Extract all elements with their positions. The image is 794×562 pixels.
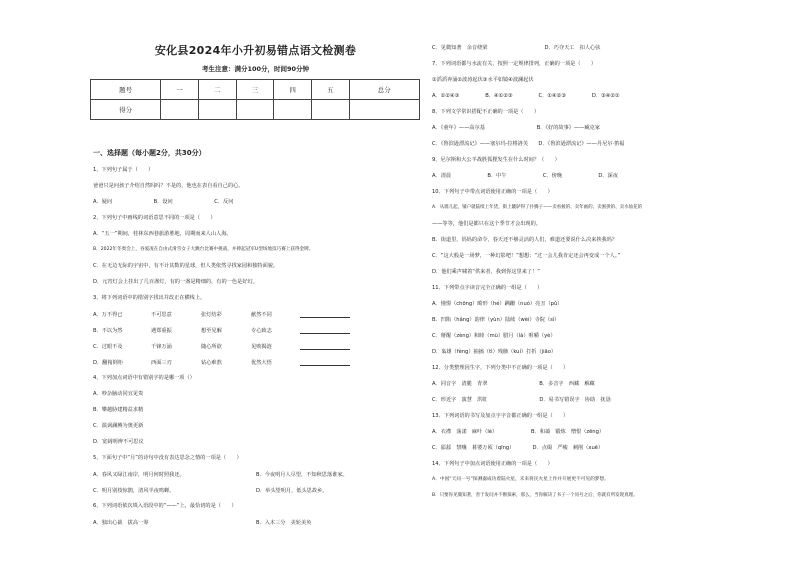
score-header-cell: 题号 bbox=[91, 80, 161, 100]
question-line: A．“五一”期间，桂林东西巷旅游胜地，周期而来人山人海。 bbox=[93, 231, 232, 237]
score-cell[interactable] bbox=[349, 100, 419, 120]
score-header-cell: 三 bbox=[236, 80, 274, 100]
answer-blank[interactable] bbox=[300, 344, 350, 350]
q3-word: 钻心难熬 bbox=[201, 360, 222, 366]
answer-option: C．演讽澜膊为奥更新 bbox=[93, 423, 144, 429]
score-table bbox=[90, 79, 420, 120]
q3-row bbox=[93, 311, 350, 318]
answer-option: D．举头望明月，低头思故乡。 bbox=[256, 488, 328, 494]
answer-option: C．“这大般是一场梦，一种幻影吧！”想想：“过一会儿我肯定还会再变成一个人。” bbox=[432, 253, 621, 259]
answer-option: A．中国“天问一号”探测器成功着陆火星，未来将民火星上作并开展更不可见的梦想。 bbox=[432, 477, 609, 482]
question-line: 2、下列句子中画线的词语意思不同的一项是（ ） bbox=[93, 215, 216, 221]
score-cell[interactable] bbox=[236, 100, 274, 120]
question-line: 3、将下列词语中的错别字找出并改正在横线上。 bbox=[93, 295, 206, 301]
score-value-row bbox=[91, 100, 420, 120]
q5-options-row bbox=[93, 487, 327, 494]
answer-options: C．见微知著 余音绕梁 D．巧夺天工 扣人心弦 bbox=[432, 45, 601, 51]
section-heading: 一、选择题（每小题2分，共30分） bbox=[93, 149, 206, 157]
page-title: 安化县2024年小升初易错点语文检测卷 bbox=[154, 44, 357, 57]
question-line: 11、下列带点字读音完全正确的一组是（ ） bbox=[432, 285, 543, 291]
score-row-label: 得分 bbox=[91, 100, 161, 120]
question-line: 6、下列词语依次填入语段中的“——”上，最恰切的是（ ） bbox=[93, 503, 237, 509]
q3-word: 不可思意 bbox=[151, 312, 172, 318]
answer-options: A．衣襟 荡漾 麻叶（lè） B．和蔼 锻炼 憎恨（zēng） bbox=[432, 429, 605, 435]
answer-option: A．吵杂脑动同宜见贵 bbox=[93, 391, 144, 397]
question-line: 14、下列句子中加点词语使用正确的一项是（ ） bbox=[432, 461, 553, 467]
answer-option: B．街道里，妈妈的命令，春天还不够灵活的人们，难道还要说什么决来挟我吗？ bbox=[432, 237, 618, 243]
score-header-cell: 总分 bbox=[349, 80, 419, 100]
answer-options: C．《鲁滨逊漂流记》——塞尔玛·拉格洛芙 D．《鲁滨逊漂流记》——丹尼尔·笛福 bbox=[432, 141, 625, 147]
score-header-cell: 五 bbox=[311, 80, 349, 100]
answer-option: B．只要你见微知著，善于发问并不断探索，那么，当你解决了书子一个问号之后，你就有所发现真理。 bbox=[432, 493, 638, 498]
answer-blank[interactable] bbox=[300, 328, 350, 334]
answer-option: C．掰醒（zèng）和睦（mù）腊月（là）咀嚼（yè） bbox=[432, 333, 556, 339]
score-header-cell: 一 bbox=[161, 80, 199, 100]
q5-options-row bbox=[93, 471, 348, 478]
question-line: 13、下列词语的书写及加点字字音都正确的一组是（ ） bbox=[432, 413, 569, 419]
question-line: 9、尼尔斯和大公羊战胜狐狸发生在什么时间？（ ） bbox=[432, 157, 560, 163]
answer-option: A．从墙儿起，铺户就陆续上年货，街上辘轳得了扑腾子——卖看板的、卖年画的、卖蜜供的、卖水仙花的 bbox=[432, 205, 643, 210]
q3-row bbox=[93, 359, 350, 366]
answer-option: B．凹陷（hǎng）韵律（yùn）陆续（wèi）寺院（sì） bbox=[432, 317, 560, 323]
question-line: 5、下面句子中“月”的诗句中没有表达思念之情的一项是（ ） bbox=[93, 455, 242, 461]
q3-word: 专心致志 bbox=[251, 328, 272, 334]
answer-option: C．明月别枝惊鹊，清风半夜鸣蝉。 bbox=[93, 488, 175, 494]
answer-option: ——等等，他们是都只在这个季节才会出现的。 bbox=[432, 221, 541, 227]
question-line: 7、下列词语都与水流有关，按照一定规律排列，正确的一项是（ ） bbox=[432, 61, 597, 67]
q3-word: 西面三刃 bbox=[151, 360, 172, 366]
answer-options: A．同音字 清脆 青翠 B．多音字 西藏 解藏 bbox=[432, 381, 595, 387]
answer-option: B．今夜明月人尽望，不知秋思落谁家。 bbox=[256, 472, 348, 478]
score-header-cell: 四 bbox=[274, 80, 312, 100]
question-line: 10、下列句子中带点词语使用正确的一项是（ ） bbox=[432, 189, 553, 195]
answer-option: D．宽阔明辨不可思议 bbox=[93, 439, 144, 445]
q3-word: 献然不同 bbox=[251, 312, 272, 318]
q3-word: 想至见解 bbox=[201, 328, 222, 334]
answer-option: B．入木三分 美轮美奂 bbox=[256, 520, 312, 526]
q3-row bbox=[93, 343, 350, 350]
question-line: 8、下列文学常识搭配不正确的一项是（ ） bbox=[432, 109, 540, 115]
exam-notice: 考生注意：满分100分，时间90分钟 bbox=[201, 65, 310, 73]
question-line: B．2022年冬奥会上，谷爱凌在自由式滑雪女子大跳台比赛中挑战，并捧起冠军U型场地技巧赛上获得金牌。 bbox=[93, 247, 314, 252]
q3-word: D．翻箱倒柜 bbox=[93, 360, 123, 366]
question-line: C．在无边无际的宇宙中，有不计其数的星球，但人类依然寻找家园和独特面貌。 bbox=[93, 263, 279, 269]
answer-options: A．疑问 B．设问 C．反问 bbox=[93, 199, 234, 205]
question-line: 12、分类整理因生字，下列分类中不正确的一项是（ ） bbox=[432, 365, 569, 371]
question-line: D．元宵灯会上挂出了几百盏灯，有的一盏是精细的，有的一色是好幻。 bbox=[93, 279, 258, 285]
q3-word: B．不以为然 bbox=[93, 328, 123, 334]
score-header-cell: 二 bbox=[198, 80, 236, 100]
question-line: 4、下列加点词语中有错别字的是哪一项（） bbox=[93, 375, 195, 381]
answer-blank[interactable] bbox=[300, 360, 350, 366]
score-cell[interactable] bbox=[274, 100, 312, 120]
answer-options: A．①②④③ B．④①②③ C．①④②③ D．③④②① bbox=[432, 93, 620, 99]
score-header-row bbox=[91, 80, 420, 100]
q3-word: 遇郑重振 bbox=[151, 328, 172, 334]
q3-word: A．万不得已 bbox=[93, 312, 123, 318]
q3-word: C．过眼不及 bbox=[93, 344, 123, 350]
answer-blank[interactable] bbox=[300, 312, 350, 318]
answer-options: C．形近字 演慧 洪虹 D．易书写错误字 协助 抚恳 bbox=[432, 397, 611, 403]
score-cell[interactable] bbox=[198, 100, 236, 120]
q3-word: 随心所欲 bbox=[201, 344, 222, 350]
q3-row bbox=[93, 327, 350, 334]
q3-word: 千锋万涌 bbox=[151, 344, 172, 350]
answer-options: A．《童年》——高尔基 B．《好的故事》——臧克家 bbox=[432, 125, 600, 131]
q3-word: 张灯结彩 bbox=[201, 312, 222, 318]
answer-option: A．独出心裁 拔高一筹 bbox=[93, 520, 149, 526]
question-line: 爸爸只是问孩子介绍自然吗吗？不是的，他也在表自看自己的心。 bbox=[93, 183, 244, 189]
answer-option: A．春风又绿江南岸，明月何时照我还。 bbox=[93, 472, 185, 478]
question-line: ①滔滔奔涌②波涛起伏③水平如镜④波澜起伏 bbox=[432, 77, 534, 83]
answer-options: C．舔舔 禁嚷 暮婆万顷（qīng） D．点缀 严峻 刺削（xuē） bbox=[432, 445, 604, 451]
q6-options-row bbox=[93, 519, 311, 526]
answer-options: A．清晨 B．中午 C．傍晚 D．深夜 bbox=[432, 173, 618, 179]
question-line: 1、下列句子属于（ ） bbox=[93, 167, 154, 173]
answer-option: D．他们乘声啸着“供来者，我到你这里来了！” bbox=[432, 269, 540, 275]
score-cell[interactable] bbox=[161, 100, 199, 120]
score-cell[interactable] bbox=[311, 100, 349, 120]
answer-option: B．攀越胁建精益求精 bbox=[93, 407, 144, 413]
q3-word: 见败揭涟 bbox=[251, 344, 272, 350]
answer-option: A．憧憬（chōng）畸形（hé）蹒跚（nuó）亮丑（pǔ） bbox=[432, 301, 563, 307]
q3-word: 优然大悟 bbox=[251, 360, 272, 366]
answer-option: D．枭雄（fèng）抽搐（tì）残骸（kuí）打折（jiāo） bbox=[432, 349, 557, 355]
